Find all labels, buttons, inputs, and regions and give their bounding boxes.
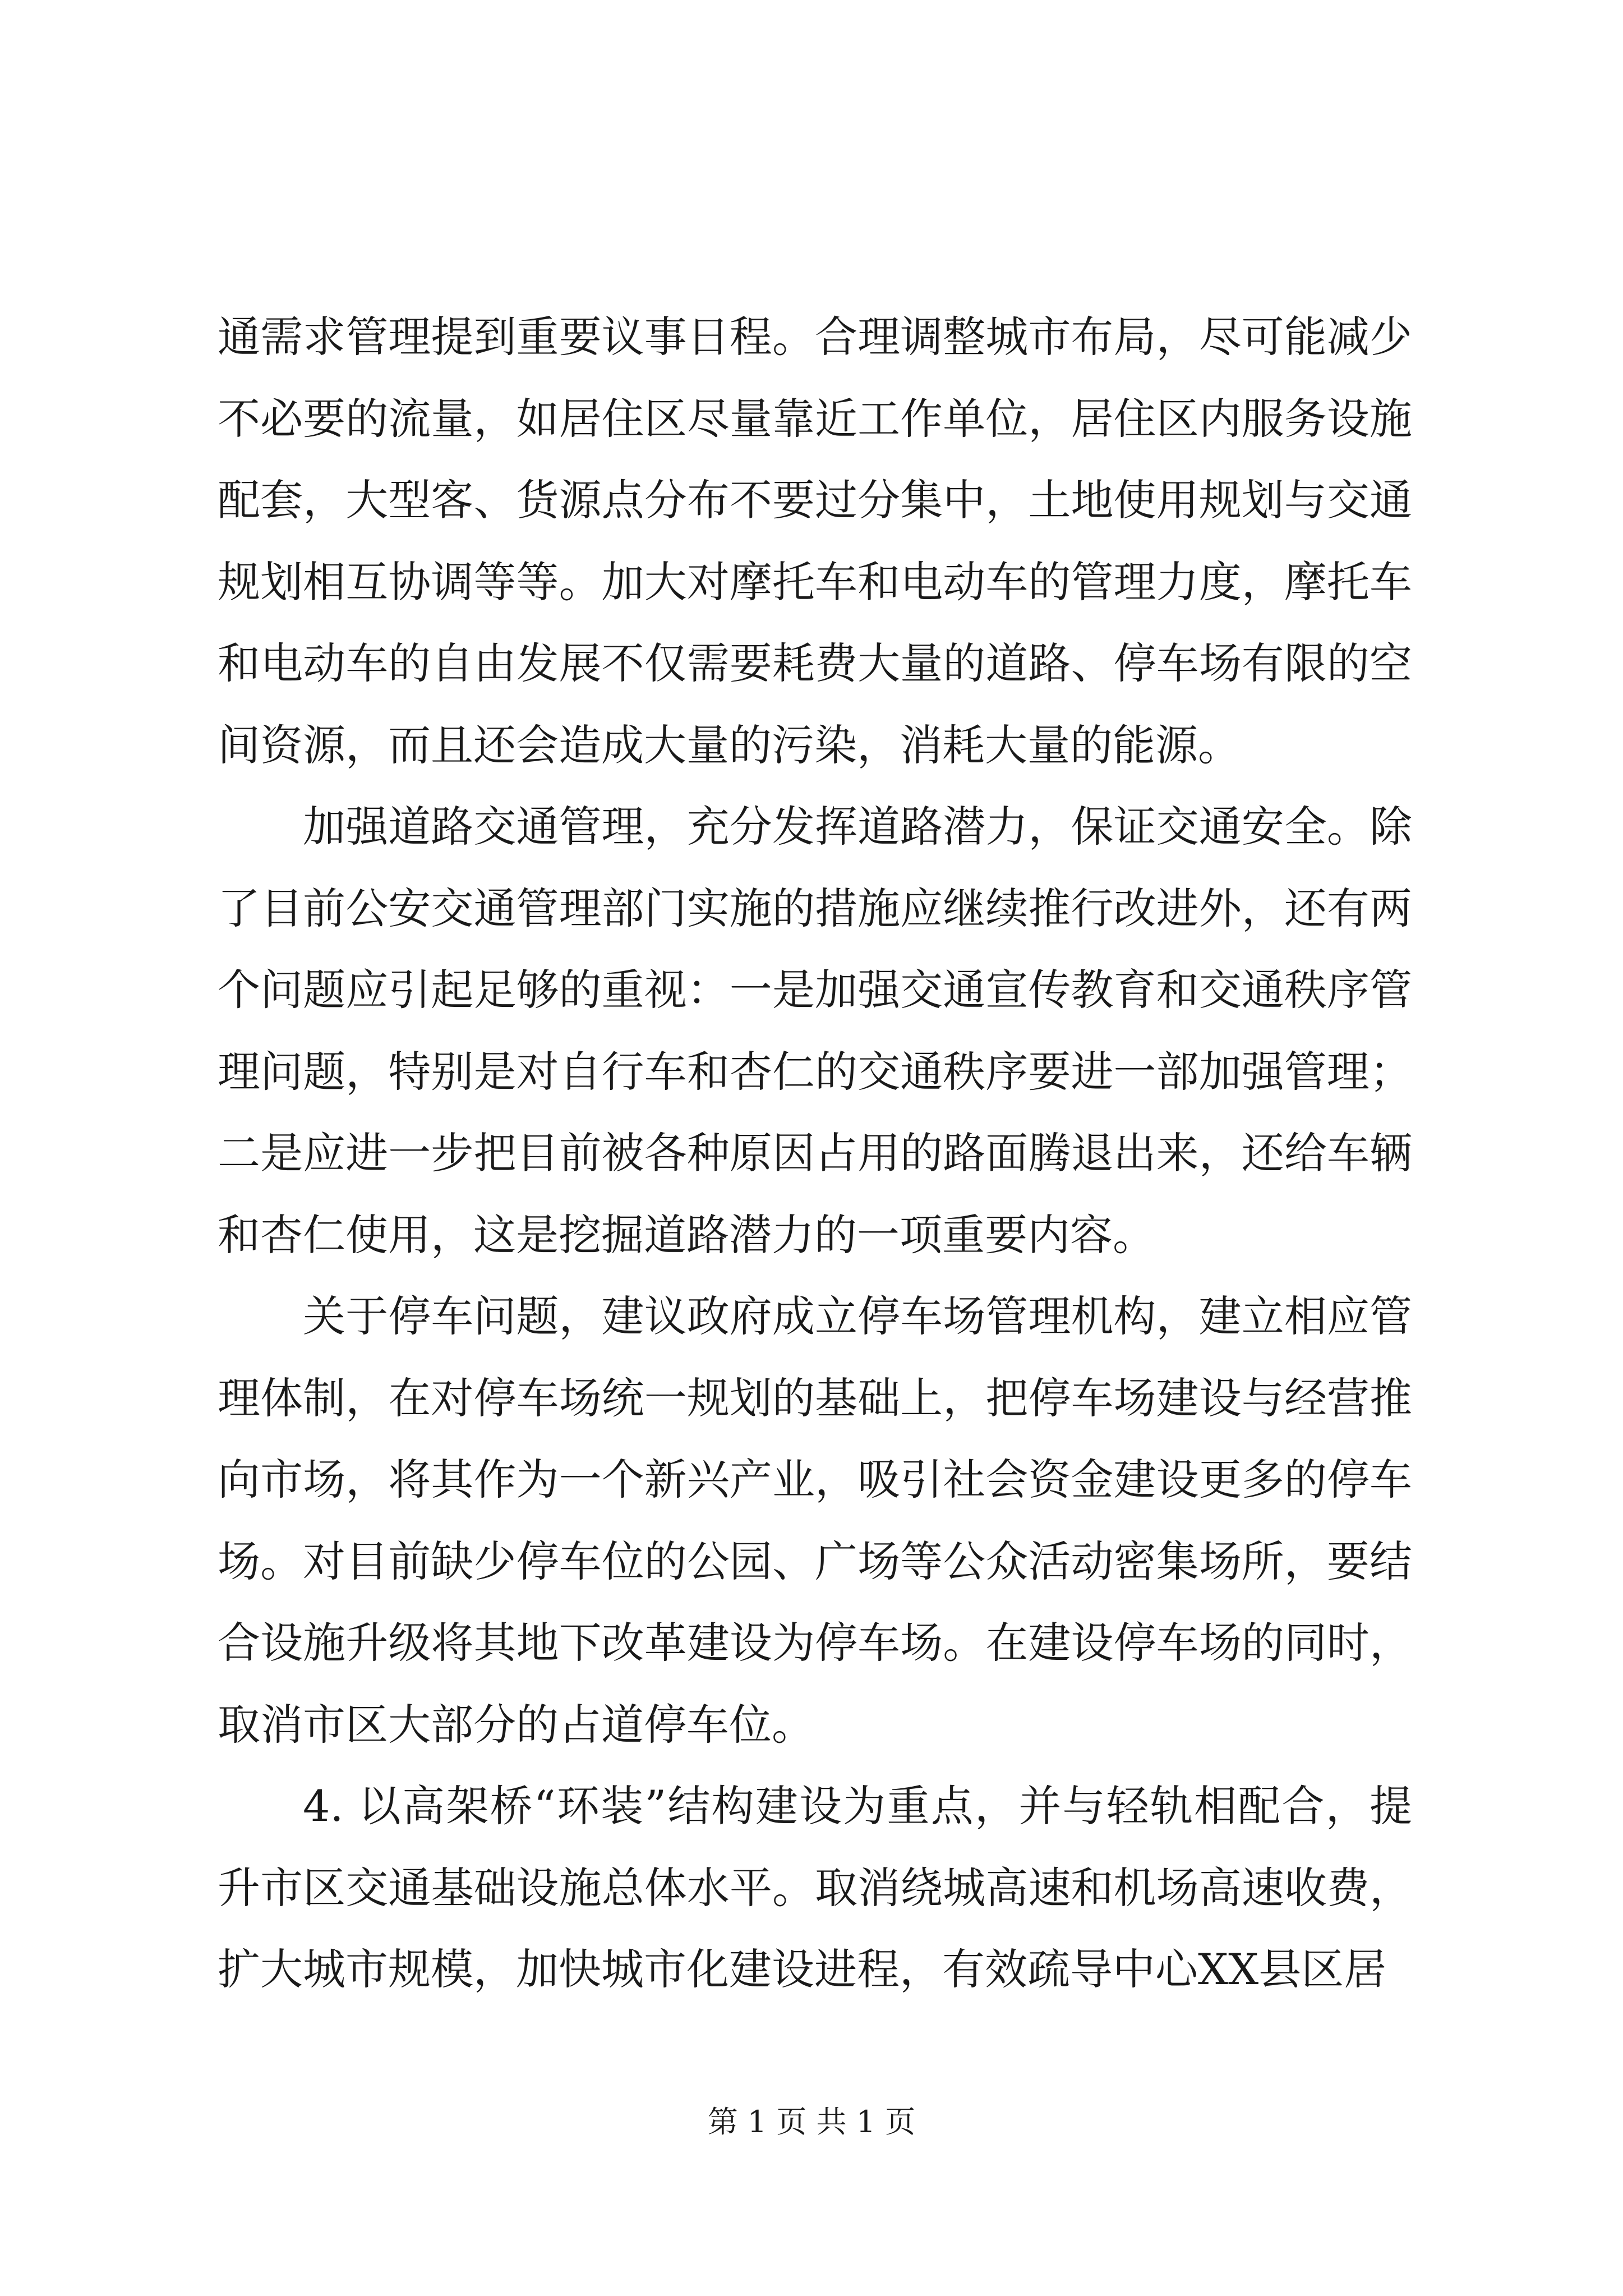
- paragraph-2: 加强道路交通管理，充分发挥道路潜力，保证交通安全。除了目前公安交通管理部门实施的措施应继续推行改进外，还有两个问题应引起足够的重视：一是加强交通宣传教育和交通秩序管理问题，特别是对自行车和杏仁的交通秩序要进一部加强管理；二是应进一步把目前被各种原因占用的路面腾退出来，还给车辆和杏仁使用，这是挖掘道路潜力的一项重要内容。: [218, 802, 1412, 1260]
- paragraph-1: 通需求管理提到重要议事日程。合理调整城市布局，尽可能减少不必要的流量，如居住区尽量靠近工作单位，居住区内服务设施配套，大型客、货源点分布不要过分集中，土地使用规划与交通规划相互协调等等。加大对摩托车和电动车的管理力度，摩托车和电动车的自由发展不仅需要耗费大量的道路、停车场有限的空间资源，而且还会造成大量的污染，消耗大量的能源。: [218, 312, 1412, 770]
- page-footer: 第 1 页 共 1 页: [707, 2104, 916, 2139]
- paragraph-3: 关于停车问题，建议政府成立停车场管理机构，建立相应管理体制，在对停车场统一规划的基础上，把停车场建设与经营推向市场，将其作为一个新兴产业，吸引社会资金建设更多的停车场。对目前缺少停车位的公园、广场等公众活动密集场所，要结合设施升级将其地下改革建设为停车场。在建设停车场的同时，取消市区大部分的占道停车位。: [218, 1291, 1412, 1750]
- paragraph-4: 4. 以高架桥“环装”结构建设为重点，并与轻轨相配合，提升市区交通基础设施总体水平。取消绕城高速和机场高速收费，扩大城市规模，加快城市化建设进程，有效疏导中心XX县区居: [218, 1781, 1412, 1994]
- document-body: [218, 296, 1412, 2010]
